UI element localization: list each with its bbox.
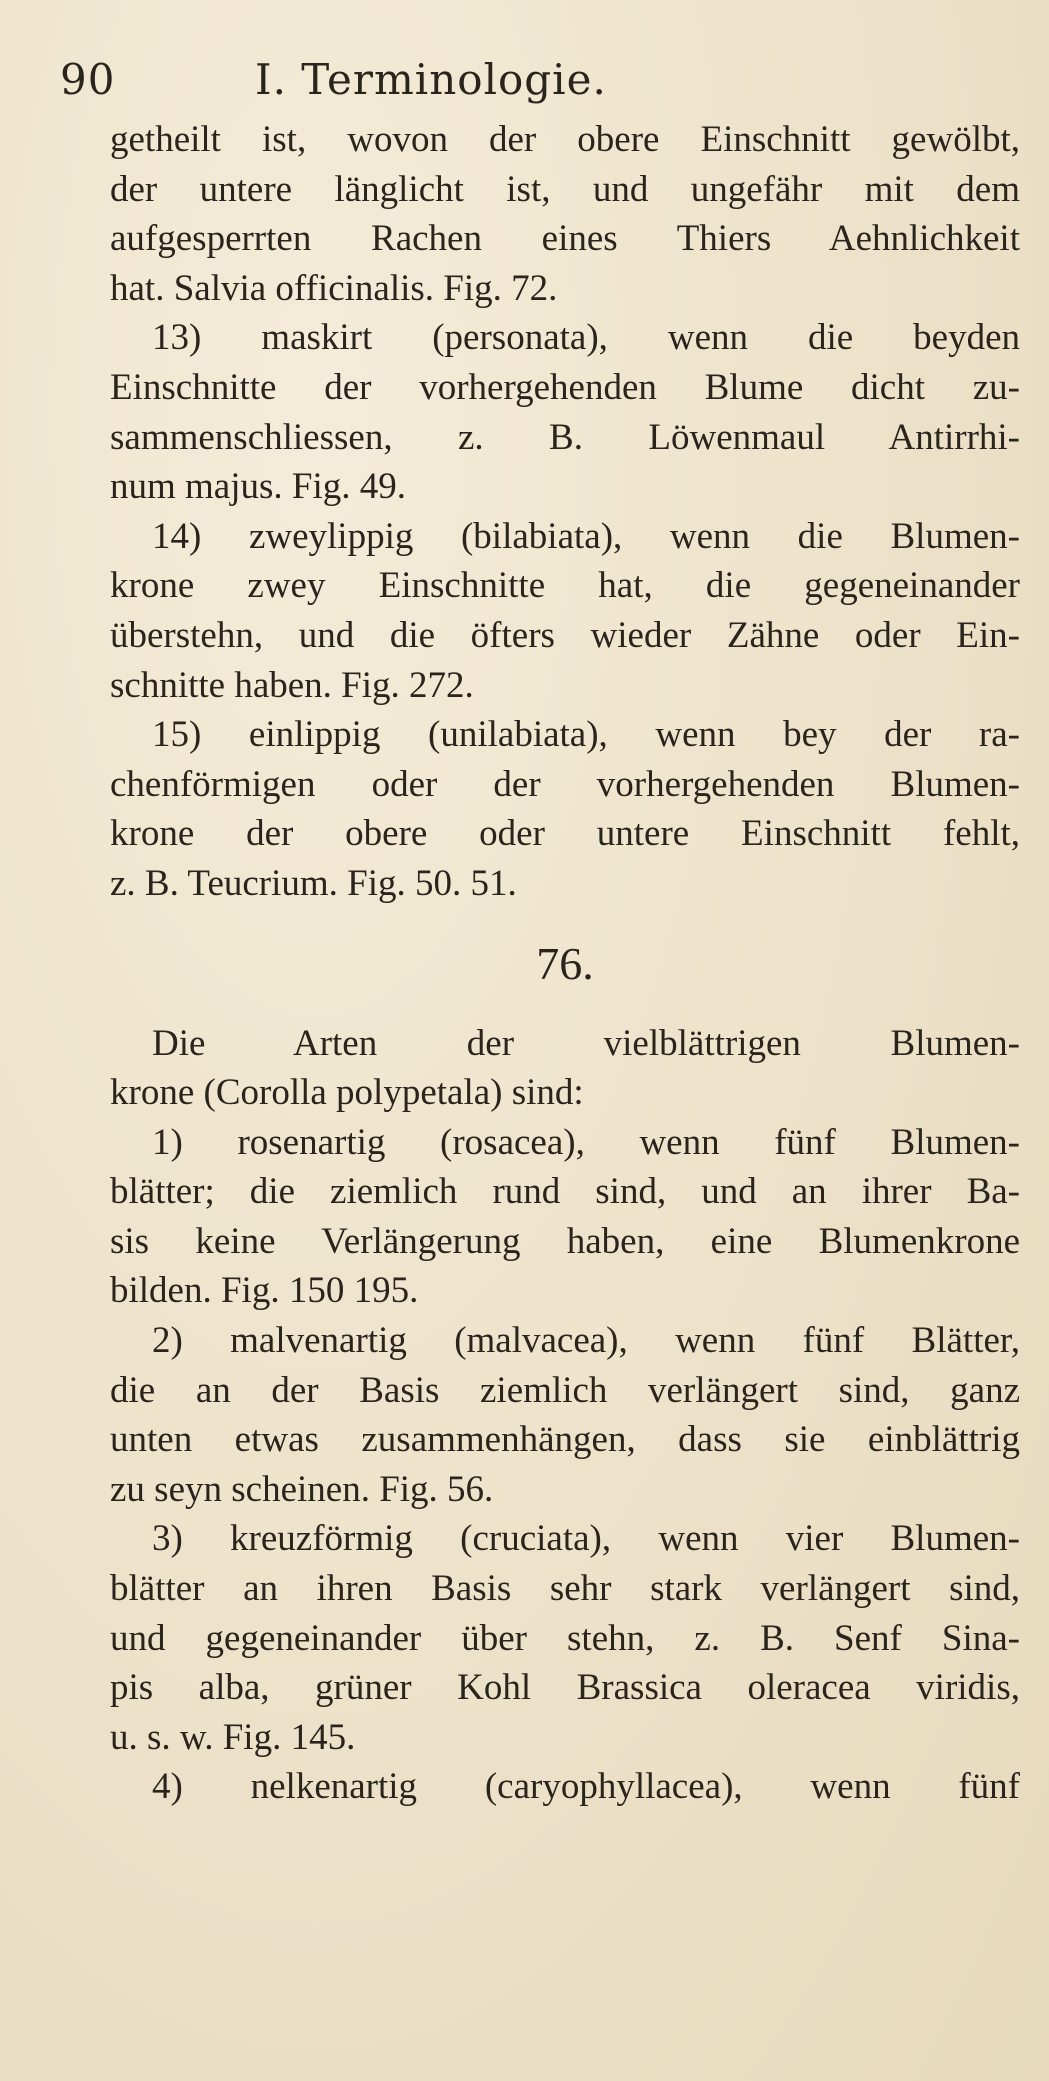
text-line: krone der obere oder untere Einschnitt fehlt, — [110, 813, 1020, 855]
text-line: 4) nelkenartig (caryophyllacea), wenn fünf — [152, 1766, 1020, 1808]
page-body — [110, 115, 1020, 1812]
text-line: hat. Salvia officinalis. Fig. 72. — [110, 267, 558, 309]
text-line: 13) maskirt (personata), wenn die beyden — [152, 317, 1020, 359]
text-line: krone (Corolla polypetala) sind: — [110, 1072, 584, 1114]
text-line: 14) zweylippig (bilabiata), wenn die Blumen- — [152, 515, 1020, 557]
text-line: unten etwas zusammenhängen, dass sie einblättrig — [110, 1419, 1020, 1461]
text-line: der untere länglicht ist, und ungefähr mit dem — [110, 168, 1020, 210]
text-line: zu seyn scheinen. Fig. 56. — [110, 1468, 494, 1510]
text-line: sis keine Verlängerung haben, eine Blumenkrone — [110, 1220, 1020, 1262]
text-line: z. B. Teucrium. Fig. 50. 51. — [110, 862, 517, 904]
text-line: aufgesperrten Rachen eines Thiers Aehnlichkeit — [110, 218, 1020, 260]
text-line: blätter; die ziemlich rund sind, und an ihrer Ba- — [110, 1171, 1020, 1213]
text-line: num majus. Fig. 49. — [110, 466, 407, 508]
page-number: 90 — [60, 55, 116, 104]
text-line: Einschnitte der vorhergehenden Blume dicht zu- — [110, 366, 1020, 408]
text-line: schnitte haben. Fig. 272. — [110, 664, 474, 706]
text-line: 1) rosenartig (rosacea), wenn fünf Blumen- — [152, 1121, 1020, 1163]
chapter-title: I. Terminologie. — [255, 55, 607, 104]
text-line: u. s. w. Fig. 145. — [110, 1716, 356, 1758]
text-line: Die Arten der vielblättrigen Blumen- — [152, 1022, 1020, 1064]
text-line: blätter an ihren Basis sehr stark verlängert sind, — [110, 1568, 1020, 1610]
text-line: 15) einlippig (unilabiata), wenn bey der ra- — [152, 714, 1020, 756]
text-line: bilden. Fig. 150 195. — [110, 1270, 419, 1312]
text-line: krone zwey Einschnitte hat, die gegeneinander — [110, 565, 1020, 607]
text-line: überstehn, und die öfters wieder Zähne oder Ein- — [110, 614, 1020, 656]
text-line: 3) kreuzförmig (cruciata), wenn vier Blumen- — [152, 1518, 1020, 1560]
text-line: sammenschliessen, z. B. Löwenmaul Antirrhi- — [110, 416, 1020, 458]
text-line: pis alba, grüner Kohl Brassica oleracea viridis, — [110, 1667, 1020, 1709]
section-number: 76. — [536, 937, 594, 989]
text-line: 2) malvenartig (malvacea), wenn fünf Blätter, — [152, 1320, 1020, 1362]
text-line: getheilt ist, wovon der obere Einschnitt gewölbt, — [110, 119, 1020, 160]
text-line: die an der Basis ziemlich verlängert sind, ganz — [110, 1369, 1020, 1411]
text-line: und gegeneinander über stehn, z. B. Senf Sina- — [110, 1617, 1020, 1659]
text-line: chenförmigen oder der vorhergehenden Blumen- — [110, 763, 1020, 805]
